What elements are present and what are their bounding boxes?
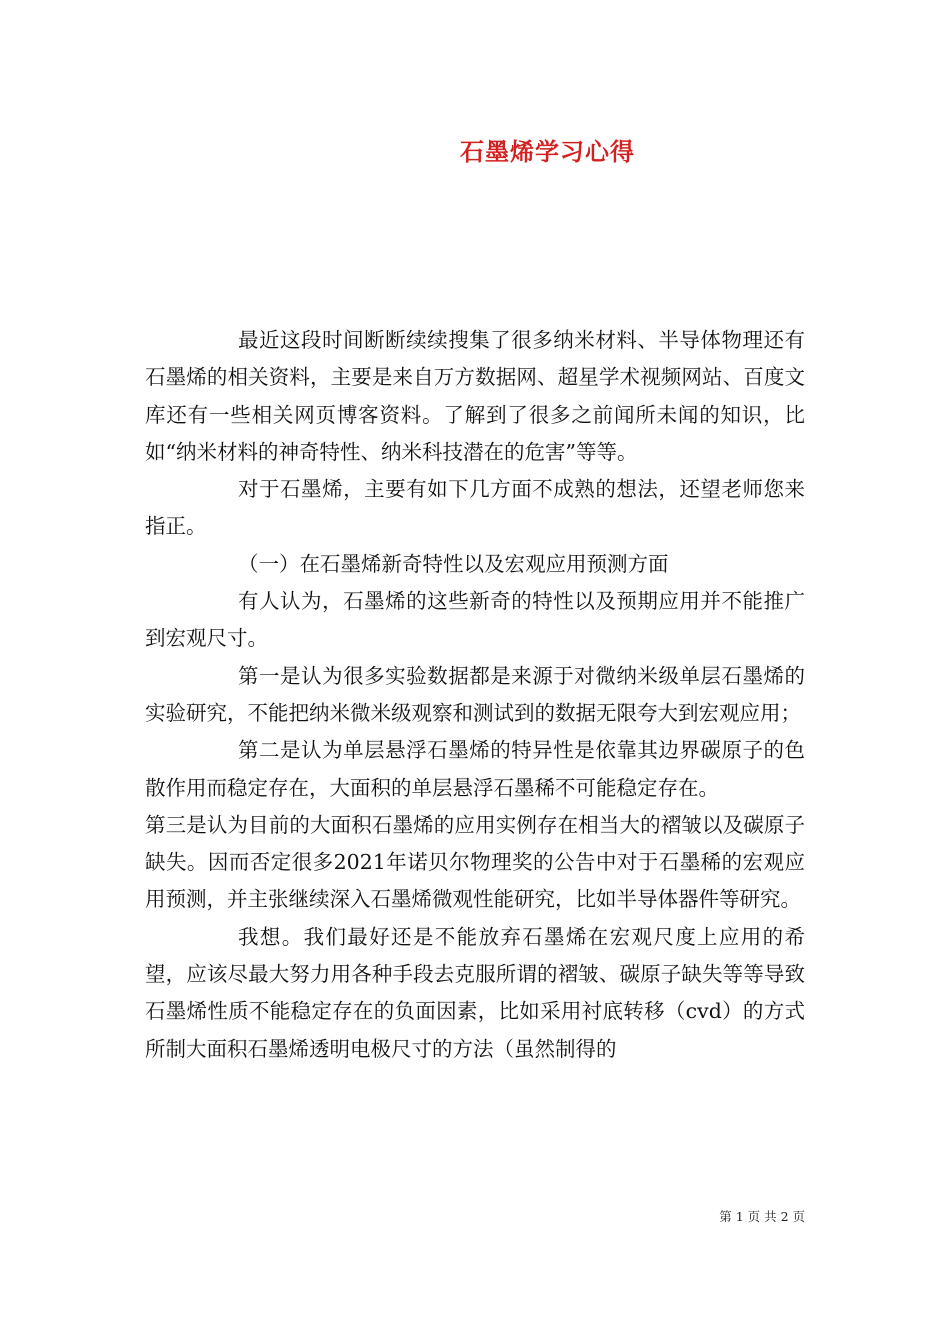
paragraph-opinion: 有人认为，石墨烯的这些新奇的特性以及预期应用并不能推广到宏观尺寸。 — [145, 589, 805, 651]
paragraph-first-point: 第一是认为很多实验数据都是来源于对微纳米级单层石墨烯的实验研究，不能把纳米微米级观察和测试到的数据无限夸大到宏观应用； — [145, 663, 805, 725]
paragraph-intro: 最近这段时间断断续续搜集了很多纳米材料、半导体物理还有石墨烯的相关资料，主要是来自万方数据网、超星学术视频网站、百度文库还有一些相关网页博客资料。了解到了很多之前闻所未闻的知识，比如“纳米材料的神奇特性、纳米科技潜在的危害”等等。 — [145, 328, 805, 464]
paragraph-second-point: 第二是认为单层悬浮石墨烯的特异性是依靠其边界碳原子的色散作用而稳定存在，大面积的单层悬浮石墨稀不可能稳定存在。 — [145, 738, 805, 800]
paragraph-my-view: 我想。我们最好还是不能放弃石墨烯在宏观尺度上应用的希望，应该尽最大努力用各种手段去克服所谓的褶皱、碳原子缺失等等导致石墨烯性质不能稳定存在的负面因素，比如采用衬底转移（cvd）的方式所制大面积石墨烯透明电极尺寸的方法（虽然制得的 — [145, 924, 805, 1061]
document-body — [145, 322, 805, 1068]
section-heading: （一）在石墨烯新奇特性以及宏观应用预测方面 — [238, 551, 669, 576]
document-title: 石墨烯学习心得 — [460, 137, 635, 166]
paragraph-ideas: 对于石墨烯，主要有如下几方面不成熟的想法，还望老师您来指正。 — [145, 477, 805, 539]
page-number: 第 1 页 共 2 页 — [719, 1209, 805, 1224]
paragraph-third-point: 第三是认为目前的大面积石墨烯的应用实例存在相当大的褶皱以及碳原子缺失。因而否定很多2021年诺贝尔物理奖的公告中对于石墨稀的宏观应用预测，并主张继续深入石墨烯微观性能研究，比如半导体器件等研究。 — [145, 812, 805, 912]
